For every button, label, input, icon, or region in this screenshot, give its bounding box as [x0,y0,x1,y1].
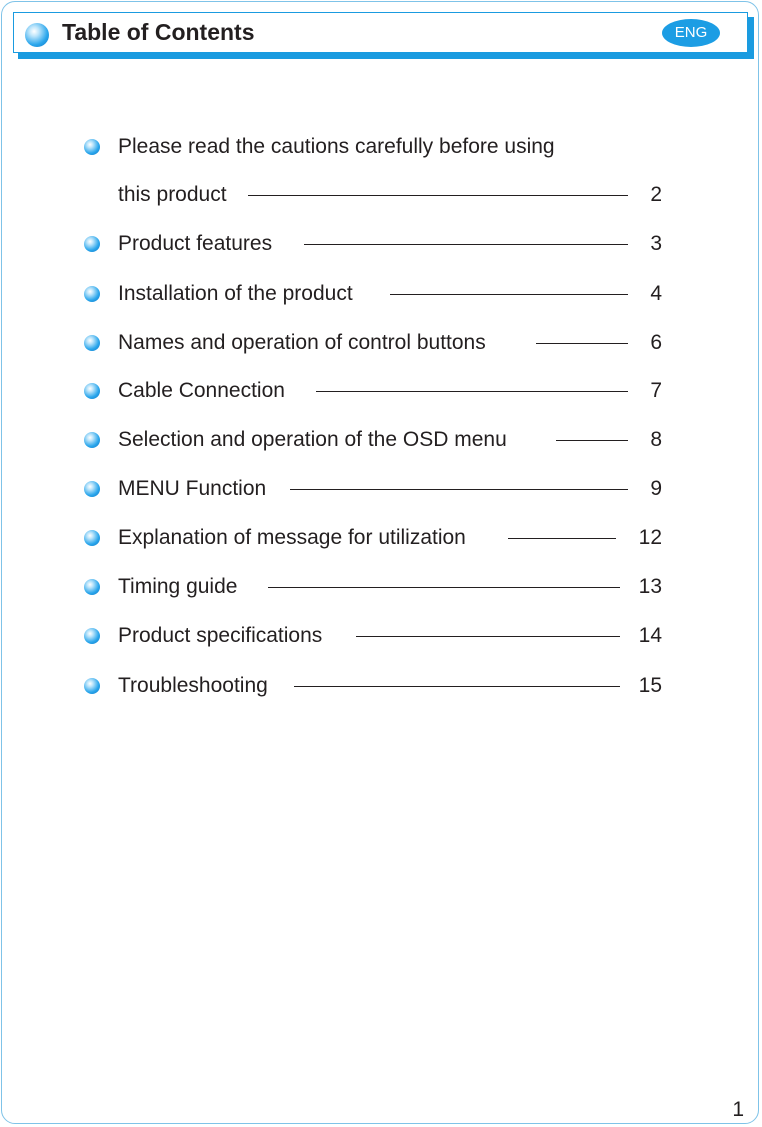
leader-line [268,587,620,588]
toc-entry-label: Timing guide [118,575,238,598]
toc-entry-label: Product features [118,232,273,255]
bullet-icon [84,481,100,497]
toc-entry-page: 3 [650,232,662,255]
leader-line [508,538,616,539]
toc-entry[interactable] [0,523,762,553]
toc-entry-page: 13 [638,575,662,598]
toc-entry[interactable] [0,671,762,701]
toc-entry-page: 9 [650,477,662,500]
toc-entry[interactable] [0,229,762,259]
toc-entry-label: MENU Function [118,477,267,500]
leader-line [290,489,628,490]
toc-entry-page: 14 [638,624,662,647]
leader-line [304,244,628,245]
bullet-icon [84,628,100,644]
toc-entry[interactable] [0,621,762,651]
toc-entry[interactable] [0,279,762,309]
toc-entry-label: Product specifications [118,624,323,647]
toc-entry[interactable] [0,474,762,504]
toc-entry[interactable] [0,572,762,602]
toc-entry[interactable] [0,180,762,210]
bullet-icon [84,139,100,155]
leader-line [390,294,628,295]
toc-entry-label: this product [118,183,227,206]
toc-entry-page: 15 [638,674,662,697]
toc-entry-page: 6 [650,331,662,354]
bullet-icon [84,530,100,546]
page-title: Table of Contents [62,19,255,45]
toc-entry[interactable] [0,425,762,455]
toc-entry-page: 4 [650,282,662,305]
bullet-icon [84,286,100,302]
toc-entry-label: Explanation of message for utilization [118,526,466,549]
leader-line [536,343,628,344]
leader-line [316,391,628,392]
leader-line [356,636,620,637]
toc-intro [0,132,762,162]
toc-entry-label: Installation of the product [118,282,353,305]
toc-entry-label: Troubleshooting [118,674,268,697]
bullet-icon [84,383,100,399]
toc-entry-label: Names and operation of control buttons [118,331,486,354]
toc-entry-page: 2 [650,183,662,206]
bullet-icon [84,335,100,351]
page-number: 1 [732,1098,744,1121]
bullet-icon [84,678,100,694]
bullet-icon [84,579,100,595]
toc-entry-label: Selection and operation of the OSD menu [118,428,507,451]
toc-entry[interactable] [0,376,762,406]
toc-entry-label: Cable Connection [118,379,285,402]
toc-entry[interactable] [0,328,762,358]
bullet-icon [84,432,100,448]
toc-intro-text: Please read the cautions carefully before using [118,135,555,158]
toc-entry-page: 7 [650,379,662,402]
language-badge: ENG [662,19,720,47]
toc-entry-page: 12 [638,526,662,549]
leader-line [248,195,628,196]
toc-entry-page: 8 [650,428,662,451]
leader-line [294,686,620,687]
bullet-icon [84,236,100,252]
